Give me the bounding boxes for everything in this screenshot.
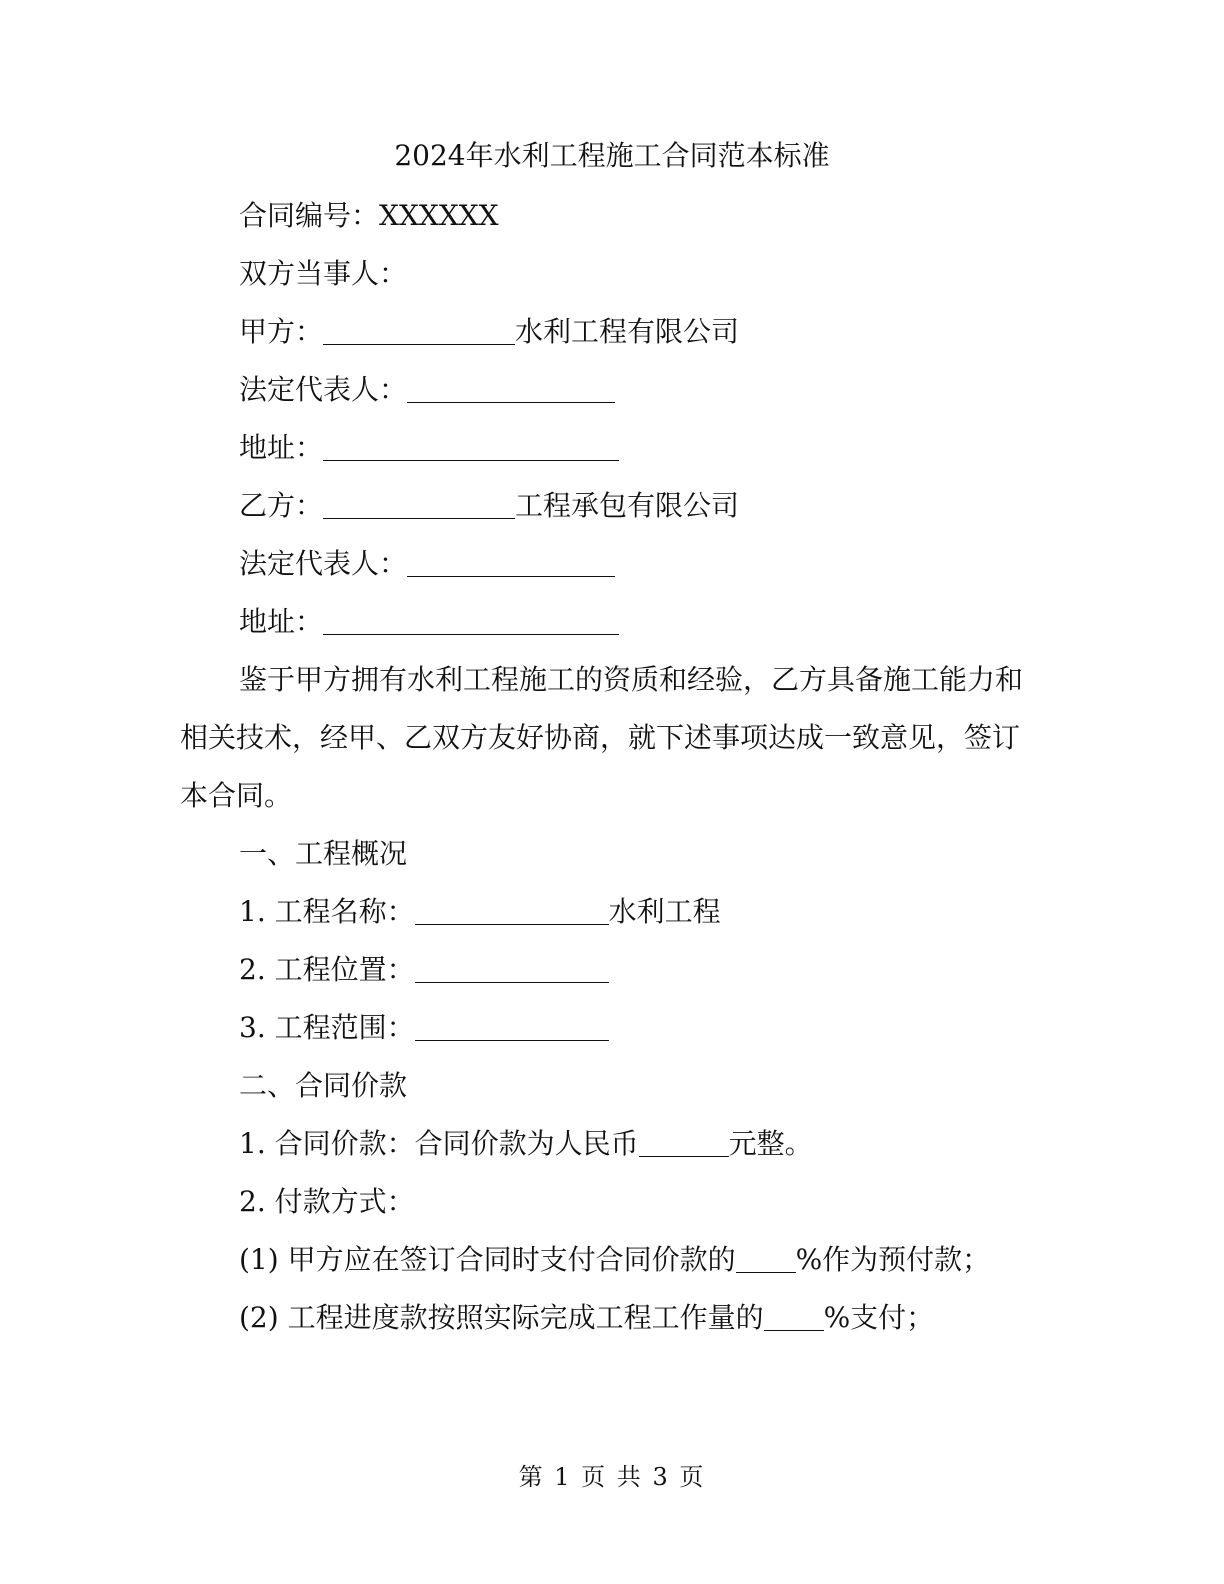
party-a-suffix: 水利工程有限公司 xyxy=(515,315,740,348)
payment-term-1-prefix: (1) 甲方应在签订合同时支付合同价款的 xyxy=(239,1243,736,1276)
party-b-legal-rep-blank xyxy=(407,546,615,577)
address-label: 地址： xyxy=(239,431,324,464)
preamble-paragraph: 鉴于甲方拥有水利工程施工的资质和经验，乙方具备施工能力和相关技术，经甲、乙双方友好协商，就下述事项达成一致意见，签订本合同。 xyxy=(180,663,1024,812)
payment-term-1-suffix: %作为预付款； xyxy=(795,1243,991,1276)
party-b-line xyxy=(239,486,739,526)
address-label: 地址： xyxy=(239,605,324,638)
page-indicator: 第 1 页 共 3 页 xyxy=(518,1463,706,1491)
party-a-blank xyxy=(323,314,515,345)
project-name-line xyxy=(239,892,721,932)
party-b-address-blank xyxy=(323,604,619,635)
project-location-line xyxy=(239,950,609,990)
payment-term-2-line xyxy=(239,1298,934,1338)
legal-rep-label: 法定代表人： xyxy=(239,547,408,580)
payment-term-2-suffix: %支付； xyxy=(823,1301,935,1334)
project-name-suffix: 水利工程 xyxy=(608,895,721,928)
payment-term-1-blank xyxy=(736,1242,796,1273)
party-b-label: 乙方： xyxy=(239,489,324,522)
party-a-legal-rep-line xyxy=(239,370,615,410)
contract-number-value: XXXXXX xyxy=(379,199,499,232)
party-b-suffix: 工程承包有限公司 xyxy=(515,489,740,522)
party-a-address-blank xyxy=(323,430,619,461)
party-b-legal-rep-line xyxy=(239,544,615,584)
party-b-address-line xyxy=(239,602,619,642)
legal-rep-label: 法定代表人： xyxy=(239,373,408,406)
party-a-line xyxy=(239,312,739,352)
contract-price-suffix: 元整。 xyxy=(728,1127,813,1160)
contract-price-line xyxy=(239,1124,813,1164)
document-title: 2024年水利工程施工合同范本标准 xyxy=(394,139,830,172)
payment-term-2-prefix: (2) 工程进度款按照实际完成工程工作量的 xyxy=(239,1301,764,1334)
party-b-blank xyxy=(323,488,515,519)
payment-term-2-blank xyxy=(764,1300,824,1331)
project-scope-blank xyxy=(415,1010,609,1041)
project-scope-label: 3. 工程范围： xyxy=(239,1011,415,1044)
party-a-address-line xyxy=(239,428,619,468)
payment-method-line: 2. 付款方式： xyxy=(239,1185,415,1218)
project-name-blank xyxy=(415,894,609,925)
section-1-heading: 一、工程概况 xyxy=(239,837,408,870)
project-name-label: 1. 工程名称： xyxy=(239,895,415,928)
parties-heading: 双方当事人： xyxy=(239,257,408,290)
contract-number-label: 合同编号： xyxy=(239,199,380,232)
contract-number-line xyxy=(239,196,499,236)
project-location-blank xyxy=(415,952,609,983)
section-2-heading: 二、合同价款 xyxy=(239,1069,408,1102)
project-scope-line xyxy=(239,1008,609,1048)
payment-term-1-line xyxy=(239,1240,990,1280)
party-a-label: 甲方： xyxy=(239,315,324,348)
contract-price-blank xyxy=(639,1126,729,1157)
contract-price-label: 1. 合同价款：合同价款为人民币 xyxy=(239,1127,639,1160)
project-location-label: 2. 工程位置： xyxy=(239,953,415,986)
party-a-legal-rep-blank xyxy=(407,372,615,403)
